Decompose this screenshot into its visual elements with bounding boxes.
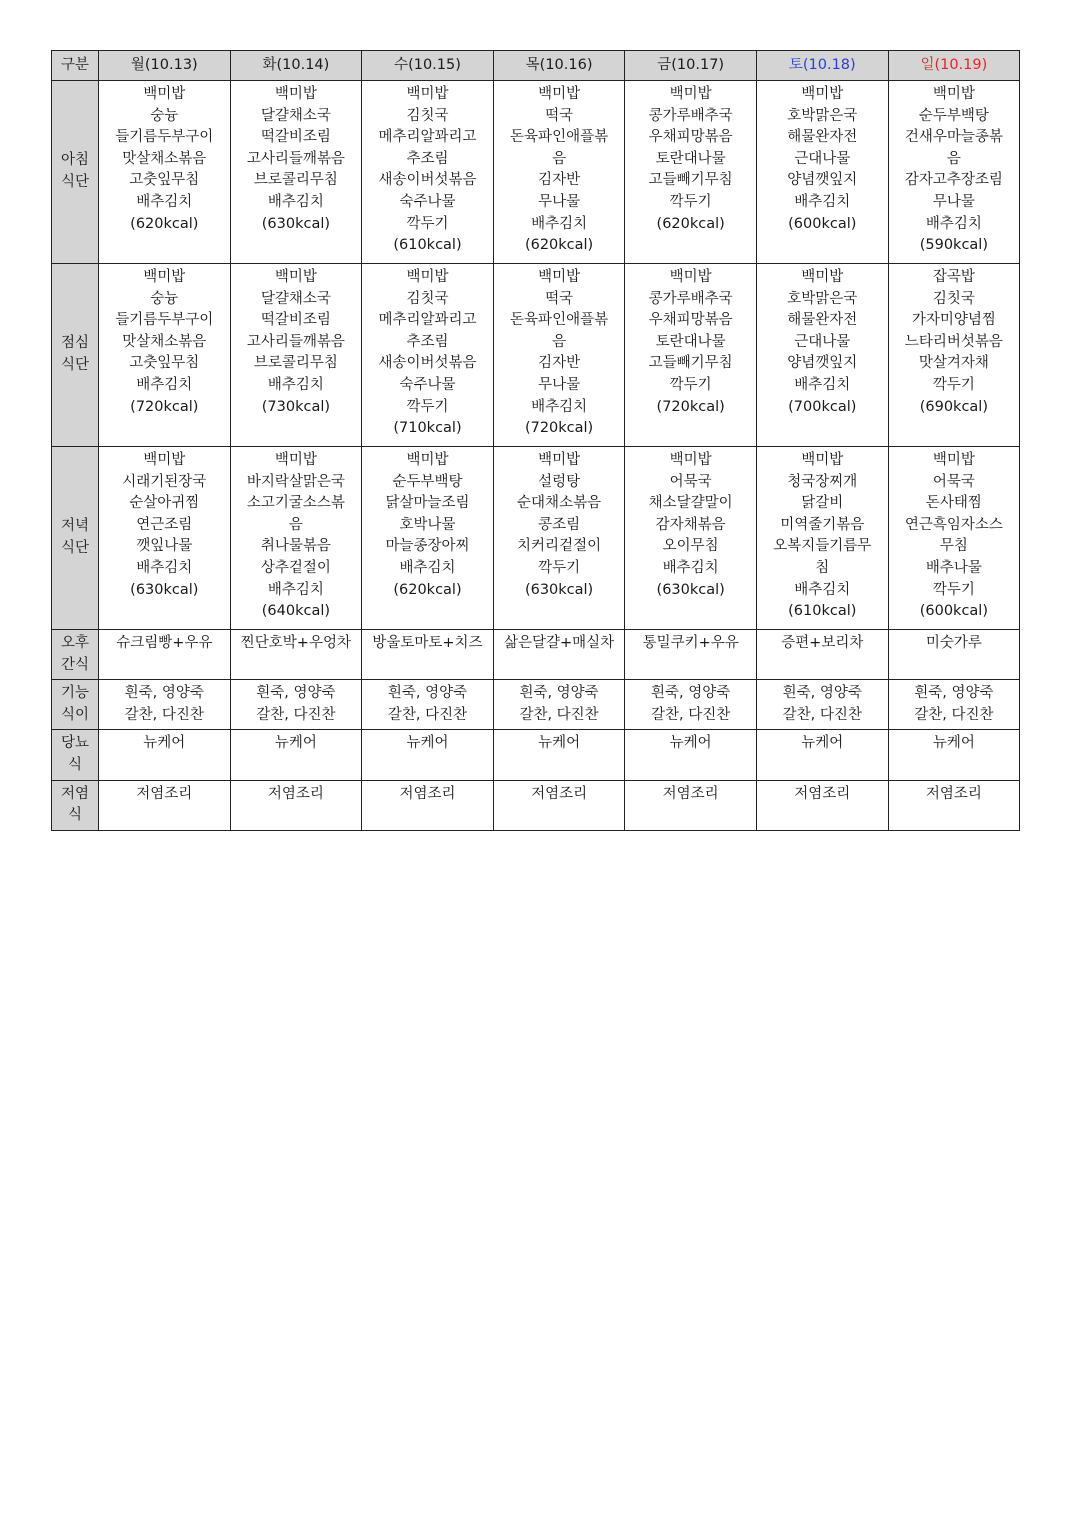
menu-cell <box>230 730 362 780</box>
day-header: 금(10.17) <box>625 51 757 81</box>
row-label-line: 오후 <box>60 635 89 651</box>
menu-item: 순두부백탕 <box>918 107 989 124</box>
menu-item: 마늘종장아찌 <box>385 538 470 555</box>
menu-item: 백미밥 <box>538 452 581 468</box>
menu-cell <box>756 81 888 264</box>
menu-item: 돈육파인애플볶 <box>510 129 609 146</box>
menu-item: 백미밥 <box>274 86 317 102</box>
menu-item: 배추김치 <box>794 193 851 210</box>
menu-item: 브로콜리무침 <box>253 172 338 189</box>
low-salt-diet-row <box>52 780 1020 830</box>
menu-item: 들기름두부구이 <box>115 129 214 146</box>
menu-item: 오복지들기름무 <box>773 538 872 555</box>
menu-item: 콩조림 <box>538 516 581 533</box>
menu-item: 숙주나물 <box>399 193 456 210</box>
diabetic-diet-row <box>52 730 1020 780</box>
menu-item: 음 <box>552 333 567 350</box>
menu-item: 흰죽, 영양죽 <box>256 685 336 702</box>
menu-item: (710kcal) <box>393 420 462 437</box>
menu-item: 맛살채소볶음 <box>122 150 207 167</box>
breakfast-row <box>52 81 1020 264</box>
menu-item: 설렁탕 <box>538 473 581 490</box>
menu-item: 닭살마늘조림 <box>385 495 470 512</box>
category-header: 구분 <box>52 51 99 81</box>
menu-item: 김칫국 <box>406 290 449 307</box>
menu-cell <box>362 630 494 680</box>
menu-item: 뉴케어 <box>669 735 712 752</box>
row-label-line: 식단 <box>60 540 89 556</box>
menu-item: 깍두기 <box>406 215 449 232</box>
menu-item: 흰죽, 영양죽 <box>782 685 862 702</box>
menu-cell <box>99 680 231 730</box>
menu-cell <box>625 730 757 780</box>
menu-item: 백미밥 <box>406 86 449 102</box>
menu-item: 배추김치 <box>267 193 324 210</box>
menu-cell <box>888 81 1020 264</box>
menu-item: 백미밥 <box>932 452 975 468</box>
menu-cell <box>625 81 757 264</box>
menu-item: 갈찬, 다진찬 <box>914 706 994 723</box>
menu-item: 떡국 <box>545 107 574 124</box>
menu-item: 떡국 <box>545 290 574 307</box>
menu-item: 연근조림 <box>136 516 193 533</box>
menu-item: 저염조리 <box>399 785 456 802</box>
menu-item: 콩가루배추국 <box>648 107 733 124</box>
menu-cell <box>756 780 888 830</box>
menu-item: 통밀쿠키+우유 <box>642 635 739 651</box>
row-label-line: 당뇨 <box>60 735 89 752</box>
menu-item: 배추김치 <box>399 559 456 576</box>
row-label-line: 식 <box>67 807 82 824</box>
menu-item: 슈크림빵+우유 <box>116 635 213 651</box>
menu-item: 무침 <box>939 538 968 555</box>
menu-item: 배추김치 <box>136 376 193 393</box>
header-row <box>52 51 1020 81</box>
menu-item: 감자채볶음 <box>655 516 726 533</box>
menu-cell <box>493 680 625 730</box>
menu-item: 바지락살맑은국 <box>246 473 345 490</box>
menu-item: 순두부백탕 <box>392 473 463 490</box>
menu-item: 백미밥 <box>669 452 712 468</box>
menu-cell <box>362 780 494 830</box>
menu-cell <box>756 630 888 680</box>
menu-cell <box>493 81 625 264</box>
menu-item: (730kcal) <box>261 398 331 415</box>
day-header-saturday: 토(10.18) <box>756 51 888 81</box>
menu-item: 숭늉 <box>150 107 179 124</box>
menu-item: 근대나물 <box>794 150 851 167</box>
menu-item: 근대나물 <box>794 333 851 350</box>
menu-item: 잡곡밥 <box>932 269 975 285</box>
menu-cell <box>756 680 888 730</box>
menu-item: 백미밥 <box>143 269 186 285</box>
row-label <box>52 780 99 830</box>
menu-cell <box>888 264 1020 447</box>
menu-item: 음 <box>288 516 303 533</box>
menu-item: 숭늉 <box>150 290 179 307</box>
menu-item: 우채피망볶음 <box>648 312 733 329</box>
menu-item: 달걀채소국 <box>260 107 331 124</box>
row-label-line: 아침 <box>60 152 89 169</box>
menu-item: 백미밥 <box>143 452 186 468</box>
day-header: 수(10.15) <box>362 51 494 81</box>
weekly-menu-table <box>51 50 1020 831</box>
menu-item: 배추나물 <box>925 559 982 576</box>
menu-cell <box>99 447 231 630</box>
menu-item: (640kcal) <box>261 603 331 620</box>
menu-item: 갈찬, 다진찬 <box>782 706 862 723</box>
menu-item: 고들빼기무침 <box>648 355 733 372</box>
menu-item: 침 <box>815 559 830 576</box>
menu-item: 백미밥 <box>406 269 449 285</box>
menu-cell <box>362 730 494 780</box>
menu-item: 저염조리 <box>794 785 851 802</box>
menu-item: 백미밥 <box>801 269 844 285</box>
menu-item: 배추김치 <box>531 398 588 415</box>
row-label-line: 저녁 <box>60 518 89 535</box>
menu-item: 상추겉절이 <box>260 559 331 576</box>
row-label <box>52 81 99 264</box>
menu-item: 저염조리 <box>136 785 193 802</box>
menu-item: 흰죽, 영양죽 <box>651 685 731 702</box>
menu-cell <box>756 730 888 780</box>
menu-cell <box>99 264 231 447</box>
menu-cell <box>362 264 494 447</box>
menu-item: 메추리알꽈리고 <box>378 129 477 146</box>
row-label <box>52 730 99 780</box>
menu-item: 삶은달걀+매실차 <box>503 635 615 651</box>
menu-item: 떡갈비조림 <box>260 312 331 329</box>
menu-item: 어묵국 <box>932 473 975 490</box>
day-header: 목(10.16) <box>493 51 625 81</box>
menu-item: 건새우마늘종볶 <box>904 129 1003 146</box>
row-label <box>52 680 99 730</box>
menu-item: 방울토마토+치즈 <box>372 635 483 651</box>
menu-item: 떡갈비조림 <box>260 129 331 146</box>
row-label-line: 식이 <box>60 706 89 723</box>
menu-cell <box>230 680 362 730</box>
menu-item: (610kcal) <box>393 237 462 254</box>
menu-item: 찐단호박+우엉차 <box>240 635 351 651</box>
menu-cell <box>230 630 362 680</box>
menu-cell <box>756 264 888 447</box>
menu-item: 흰죽, 영양죽 <box>124 685 204 702</box>
day-header: 월(10.13) <box>99 51 231 81</box>
menu-cell <box>230 264 362 447</box>
row-label <box>52 264 99 447</box>
menu-item: 배추김치 <box>925 215 982 232</box>
menu-cell <box>362 680 494 730</box>
menu-item: 배추김치 <box>267 376 324 393</box>
menu-item: 달걀채소국 <box>260 290 331 307</box>
menu-cell <box>888 447 1020 630</box>
row-label-line: 식단 <box>60 357 89 373</box>
day-header: 화(10.14) <box>230 51 362 81</box>
row-label-line: 저염 <box>60 785 89 802</box>
menu-cell <box>888 680 1020 730</box>
functional-diet-row <box>52 680 1020 730</box>
menu-item: 배추김치 <box>662 559 719 576</box>
menu-item: 새송이버섯볶음 <box>378 172 477 189</box>
menu-item: 고춧잎무침 <box>129 172 200 189</box>
menu-item: 백미밥 <box>932 86 975 102</box>
menu-cell <box>99 81 231 264</box>
menu-item: (620kcal) <box>656 215 725 232</box>
row-label-line: 기능 <box>60 685 89 702</box>
menu-item: 깍두기 <box>669 193 712 210</box>
menu-cell <box>888 630 1020 680</box>
menu-item: 채소달걀말이 <box>648 495 733 512</box>
menu-cell <box>625 447 757 630</box>
menu-cell <box>493 447 625 630</box>
menu-item: 김자반 <box>538 172 581 189</box>
menu-item: 추조림 <box>406 333 449 350</box>
menu-item: (620kcal) <box>130 215 199 232</box>
menu-item: 갈찬, 다진찬 <box>651 706 731 723</box>
menu-item: 저염조리 <box>531 785 588 802</box>
menu-item: 음 <box>552 150 567 167</box>
menu-cell <box>493 630 625 680</box>
menu-item: 백미밥 <box>801 452 844 468</box>
menu-item: 토란대나물 <box>655 150 726 167</box>
menu-item: 시래기된장국 <box>122 473 207 490</box>
menu-item: 어묵국 <box>669 473 712 490</box>
menu-item: 배추김치 <box>794 376 851 393</box>
menu-item: 뉴케어 <box>274 735 317 752</box>
day-header-sunday: 일(10.19) <box>888 51 1020 81</box>
menu-item: 미숫가루 <box>925 635 982 651</box>
menu-item: 배추김치 <box>136 193 193 210</box>
menu-item: 무나물 <box>538 376 581 393</box>
menu-item: (620kcal) <box>524 237 594 254</box>
row-label-line: 간식 <box>60 656 89 673</box>
menu-item: 호박나물 <box>399 516 456 533</box>
menu-item: 미역줄기볶음 <box>780 516 865 533</box>
menu-cell <box>493 730 625 780</box>
menu-item: 깍두기 <box>538 559 581 576</box>
menu-item: (610kcal) <box>788 603 857 620</box>
menu-item: 저염조리 <box>267 785 324 802</box>
menu-item: 맛살겨자채 <box>918 355 989 372</box>
menu-item: 흰죽, 영양죽 <box>914 685 994 702</box>
menu-item: 백미밥 <box>669 269 712 285</box>
menu-cell <box>230 447 362 630</box>
menu-item: 깍두기 <box>406 398 449 415</box>
menu-item: 감자고추장조림 <box>904 172 1003 189</box>
menu-item: 흰죽, 영양죽 <box>387 685 468 702</box>
menu-item: 양념깻잎지 <box>787 355 858 372</box>
menu-item: 콩가루배추국 <box>648 290 733 307</box>
menu-item: 새송이버섯볶음 <box>378 355 477 372</box>
dinner-row <box>52 447 1020 630</box>
menu-item: 깍두기 <box>669 376 712 393</box>
menu-item: 백미밥 <box>538 86 581 102</box>
menu-item: (630kcal) <box>656 581 725 598</box>
menu-item: (700kcal) <box>788 398 857 415</box>
menu-item: 연근흑임자소스 <box>904 516 1003 533</box>
menu-cell <box>888 730 1020 780</box>
menu-cell <box>625 630 757 680</box>
lunch-row <box>52 264 1020 447</box>
menu-item: 김자반 <box>538 355 581 372</box>
menu-item: 호박맑은국 <box>787 107 858 124</box>
menu-item: 갈찬, 다진찬 <box>519 706 599 723</box>
menu-item: 증편+보리차 <box>781 635 864 651</box>
menu-item: 김칫국 <box>406 107 449 124</box>
menu-item: 소고기굴소스볶 <box>246 495 345 512</box>
menu-item: 백미밥 <box>801 86 844 102</box>
menu-item: 가자미양념찜 <box>911 312 996 329</box>
menu-item: 배추김치 <box>794 581 851 598</box>
menu-cell <box>625 264 757 447</box>
menu-item: (630kcal) <box>524 581 594 598</box>
menu-item: 뉴케어 <box>801 735 844 752</box>
menu-item: 호박맑은국 <box>787 290 858 307</box>
row-label <box>52 630 99 680</box>
menu-item: 느타리버섯볶음 <box>904 333 1003 350</box>
menu-item: 순살아귀찜 <box>129 495 200 512</box>
menu-item: 깻잎나물 <box>136 538 193 555</box>
menu-cell <box>230 780 362 830</box>
menu-item: 토란대나물 <box>655 333 726 350</box>
menu-cell <box>230 81 362 264</box>
menu-item: 고사리들깨볶음 <box>246 150 345 167</box>
menu-item: (720kcal) <box>656 398 725 415</box>
menu-item: 뉴케어 <box>143 735 186 752</box>
menu-item: 숙주나물 <box>399 376 456 393</box>
menu-item: (720kcal) <box>524 420 594 437</box>
menu-item: (600kcal) <box>788 215 857 232</box>
menu-item: 청국장찌개 <box>787 473 858 490</box>
row-label-line: 식단 <box>60 174 89 190</box>
menu-item: 음 <box>946 150 961 167</box>
menu-cell <box>99 780 231 830</box>
menu-item: 오이무침 <box>662 538 719 555</box>
menu-item: 깍두기 <box>932 376 975 393</box>
menu-item: 돈육파인애플볶 <box>510 312 609 329</box>
menu-item: 돈사태찜 <box>925 495 982 512</box>
menu-cell <box>362 81 494 264</box>
menu-item: 고들빼기무침 <box>648 172 733 189</box>
menu-item: 배추김치 <box>267 581 324 598</box>
menu-item: 추조림 <box>406 150 449 167</box>
menu-item: 양념깻잎지 <box>787 172 858 189</box>
menu-item: 닭갈비 <box>801 495 844 512</box>
menu-item: 백미밥 <box>669 86 712 102</box>
menu-item: 들기름두부구이 <box>115 312 214 329</box>
menu-item: 갈찬, 다진찬 <box>387 706 468 723</box>
menu-item: (720kcal) <box>130 398 199 415</box>
menu-item: 백미밥 <box>274 452 317 468</box>
menu-item: 뉴케어 <box>406 735 449 752</box>
menu-item: 우채피망볶음 <box>648 129 733 146</box>
menu-item: 저염조리 <box>662 785 719 802</box>
row-label-line: 식 <box>67 756 82 773</box>
menu-item: 김칫국 <box>932 290 975 307</box>
menu-item: 무나물 <box>932 193 975 210</box>
menu-item: 갈찬, 다진찬 <box>256 706 336 723</box>
menu-item: (630kcal) <box>261 215 331 232</box>
menu-item: 배추김치 <box>136 559 193 576</box>
menu-cell <box>99 730 231 780</box>
menu-item: 해물완자전 <box>787 129 858 146</box>
snack-row <box>52 630 1020 680</box>
menu-item: 해물완자전 <box>787 312 858 329</box>
menu-item: 깍두기 <box>932 581 975 598</box>
menu-item: 고춧잎무침 <box>129 355 200 372</box>
menu-item: 갈찬, 다진찬 <box>124 706 204 723</box>
menu-item: 무나물 <box>538 193 581 210</box>
menu-item: (600kcal) <box>919 603 988 620</box>
menu-item: 뉴케어 <box>538 735 581 752</box>
menu-cell <box>625 780 757 830</box>
menu-item: 흰죽, 영양죽 <box>519 685 599 702</box>
menu-item: 백미밥 <box>406 452 449 468</box>
menu-cell <box>756 447 888 630</box>
menu-item: 맛살채소볶음 <box>122 333 207 350</box>
menu-item: 배추김치 <box>531 215 588 232</box>
menu-item: 취나물볶음 <box>260 538 331 555</box>
menu-cell <box>99 630 231 680</box>
row-label-line: 점심 <box>60 335 89 352</box>
menu-item: 뉴케어 <box>932 735 975 752</box>
menu-item: 고사리들깨볶음 <box>246 333 345 350</box>
menu-cell <box>493 264 625 447</box>
menu-cell <box>888 780 1020 830</box>
menu-item: (620kcal) <box>393 581 462 598</box>
menu-item: 저염조리 <box>925 785 982 802</box>
menu-cell <box>625 680 757 730</box>
menu-item: 치커리겉절이 <box>517 538 602 555</box>
menu-item: (590kcal) <box>919 237 988 254</box>
menu-item: (690kcal) <box>919 398 988 415</box>
menu-cell <box>362 447 494 630</box>
menu-item: 브로콜리무침 <box>253 355 338 372</box>
menu-item: 순대채소볶음 <box>517 495 602 512</box>
menu-item: 백미밥 <box>143 86 186 102</box>
menu-item: 백미밥 <box>274 269 317 285</box>
menu-item: (630kcal) <box>130 581 199 598</box>
menu-item: 메추리알꽈리고 <box>378 312 477 329</box>
menu-cell <box>493 780 625 830</box>
menu-item: 백미밥 <box>538 269 581 285</box>
row-label <box>52 447 99 630</box>
